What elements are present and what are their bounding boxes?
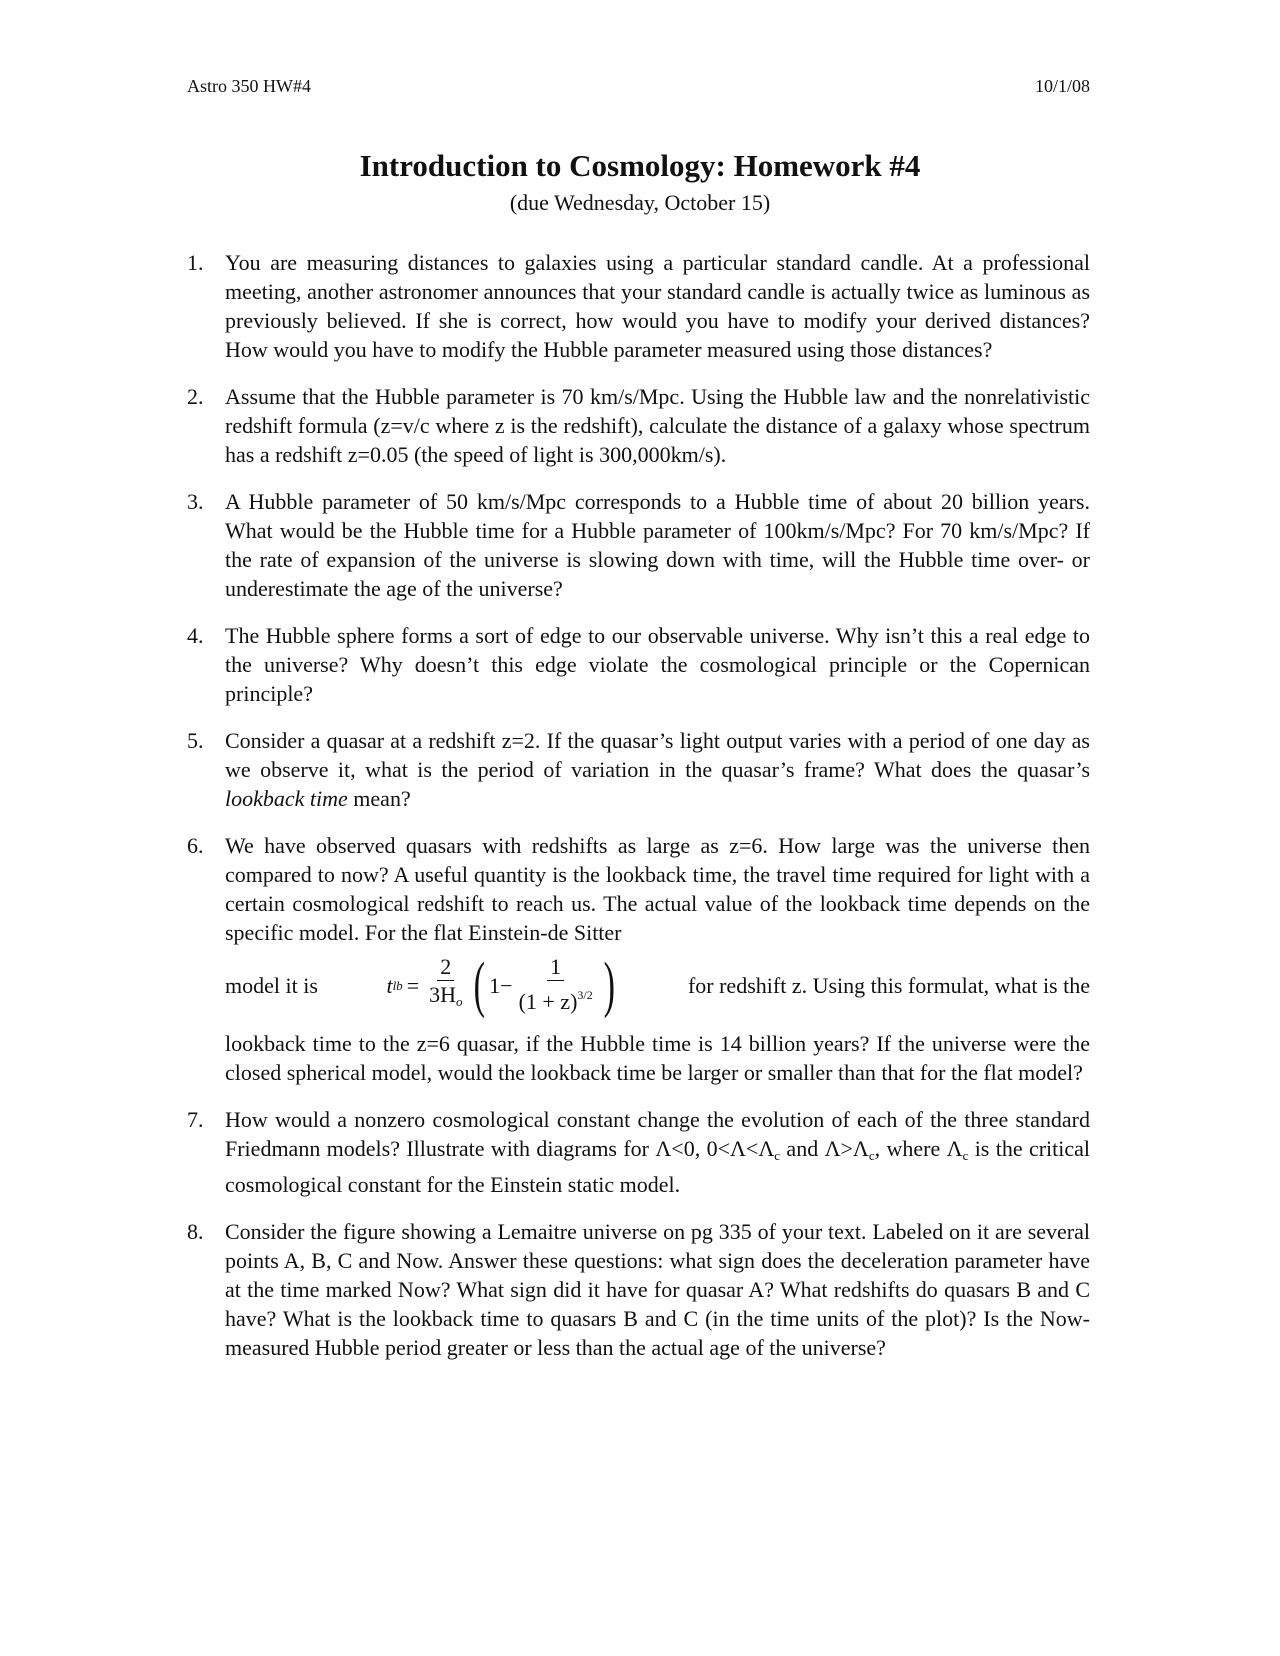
problem-number: 4.	[187, 623, 204, 648]
problem-and: and	[780, 1136, 825, 1161]
problem-where: , where	[874, 1136, 947, 1161]
problem-text-end: lookback time to the z=6 quasar, if the Hubble time is 14 billion years? If the universe were the closed spherical model, would the lookback time be larger or smaller than that for the flat model?	[225, 1031, 1090, 1085]
problem-text: The Hubble sphere forms a sort of edge to our observable universe. Why isn’t this a real edge to the universe? Why doesn’t this edge violate the cosmological principle or the Copernican principle?	[225, 623, 1090, 706]
formula-fraction-2	[516, 954, 596, 1016]
left-paren: (	[473, 951, 485, 1019]
formula-one: 1	[489, 972, 501, 998]
problem-text: Assume that the Hubble parameter is 70 km/s/Mpc. Using the Hubble law and the nonrelativistic redshift formula (z=v/c where z is the redshift), calculate the distance of a galaxy whose spectrum has a redshift z=0.05 (the speed of light is 300,000km/s).	[225, 384, 1090, 467]
problem-5	[187, 726, 1090, 813]
problem-4	[187, 621, 1090, 708]
problem-number: 1.	[187, 250, 204, 275]
lambda-c-sub: c	[962, 1148, 969, 1163]
problem-text: How would a nonzero cosmological constant change the evolution of each of the three standard Friedmann models? Illustrate with diagrams for	[225, 1107, 1090, 1161]
problem-text-end: is the critical cosmological constant for the Einstein static model.	[225, 1136, 1091, 1197]
page-title: Introduction to Cosmology: Homework #4	[359, 148, 921, 183]
formula-lead: model it is	[225, 972, 318, 998]
problem-text-end: mean?	[347, 786, 411, 811]
problem-number: 2.	[187, 384, 204, 409]
fraction-2-denominator: (1 + z)	[518, 989, 578, 1014]
right-paren: )	[603, 951, 615, 1019]
formula-minus: −	[500, 972, 513, 998]
formula-t-sub: lb	[392, 977, 403, 993]
problem-list	[187, 248, 1090, 1380]
fraction-1-numerator: 2	[437, 954, 454, 981]
fraction-2-numerator: 1	[547, 954, 564, 981]
formula-tail: for redshift z. Using this formulat, what is the	[687, 972, 1090, 998]
problem-3	[187, 487, 1090, 603]
lookback-formula	[386, 951, 619, 1019]
header-course: Astro 350 HW#4	[187, 76, 311, 96]
problem-1	[187, 248, 1090, 364]
formula-equals: =	[406, 972, 420, 998]
problem-text: We have observed quasars with redshifts as large as z=6. How large was the universe then compared to now? A useful quantity is the lookback time, the travel time required for light with a certain cosmological redshift to reach us. The actual value of the lookback time depends on the specific model. For the flat Einstein-de Sitter	[225, 833, 1090, 945]
lambda-condition-2: Λ>Λ	[824, 1136, 869, 1161]
problem-7	[187, 1105, 1090, 1199]
problem-text: Consider the figure showing a Lemaitre universe on pg 335 of your text. Labeled on it are several points A, B, C and Now. Answer these questions: what sign does the deceleration parameter have at the time marked Now? What sign did it have for quasar A? What redshifts do quasars B and C have? What is the lookback time to quasars B and C (in the time units of the plot)? Is the Now-measured Hubble period greater or less than the actual age of the universe?	[225, 1219, 1090, 1360]
problem-number: 6.	[187, 833, 204, 858]
header-date: 10/1/08	[1034, 76, 1090, 96]
fraction-1-denominator: 3H	[429, 982, 456, 1007]
lambda-c-sub: c	[774, 1148, 781, 1163]
problem-text: Consider a quasar at a redshift z=2. If the quasar’s light output varies with a period of one day as we observe it, what is the period of variation in the quasar’s frame? What does the quasar’s	[225, 728, 1090, 782]
formula-fraction-1	[426, 954, 465, 1016]
lambda-symbol: Λ	[946, 1136, 963, 1161]
problem-number: 7.	[187, 1107, 204, 1132]
problem-8	[187, 1217, 1090, 1362]
problem-italic-term: lookback time	[225, 786, 348, 811]
page-subtitle: (due Wednesday, October 15)	[509, 190, 771, 215]
fraction-2-exponent: 3/2	[577, 988, 593, 1002]
problem-text: A Hubble parameter of 50 km/s/Mpc corresponds to a Hubble time of about 20 billion years. What would be the Hubble time for a Hubble parameter of 100km/s/Mpc? For 70 km/s/Mpc? If the rate of expansion of the universe is slowing down with time, will the Hubble time over- or underestimate the age of the universe?	[225, 489, 1090, 601]
problem-number: 5.	[187, 728, 204, 753]
fraction-1-denominator-sub: o	[456, 994, 463, 1009]
problem-6	[187, 831, 1090, 1087]
formula-t: t	[386, 972, 393, 998]
formula-line	[225, 951, 1090, 1019]
problem-number: 3.	[187, 489, 204, 514]
problem-text: You are measuring distances to galaxies using a particular standard candle. At a professional meeting, another astronomer announces that your standard candle is actually twice as luminous as previously believed. If she is correct, how would you have to modify your derived distances? How would you have to modify the Hubble parameter measured using those distances?	[225, 250, 1090, 362]
lambda-condition-1: Λ<0, 0<Λ<Λ	[655, 1136, 775, 1161]
problem-number: 8.	[187, 1219, 204, 1244]
problem-2	[187, 382, 1090, 469]
lambda-c-sub: c	[868, 1148, 875, 1163]
